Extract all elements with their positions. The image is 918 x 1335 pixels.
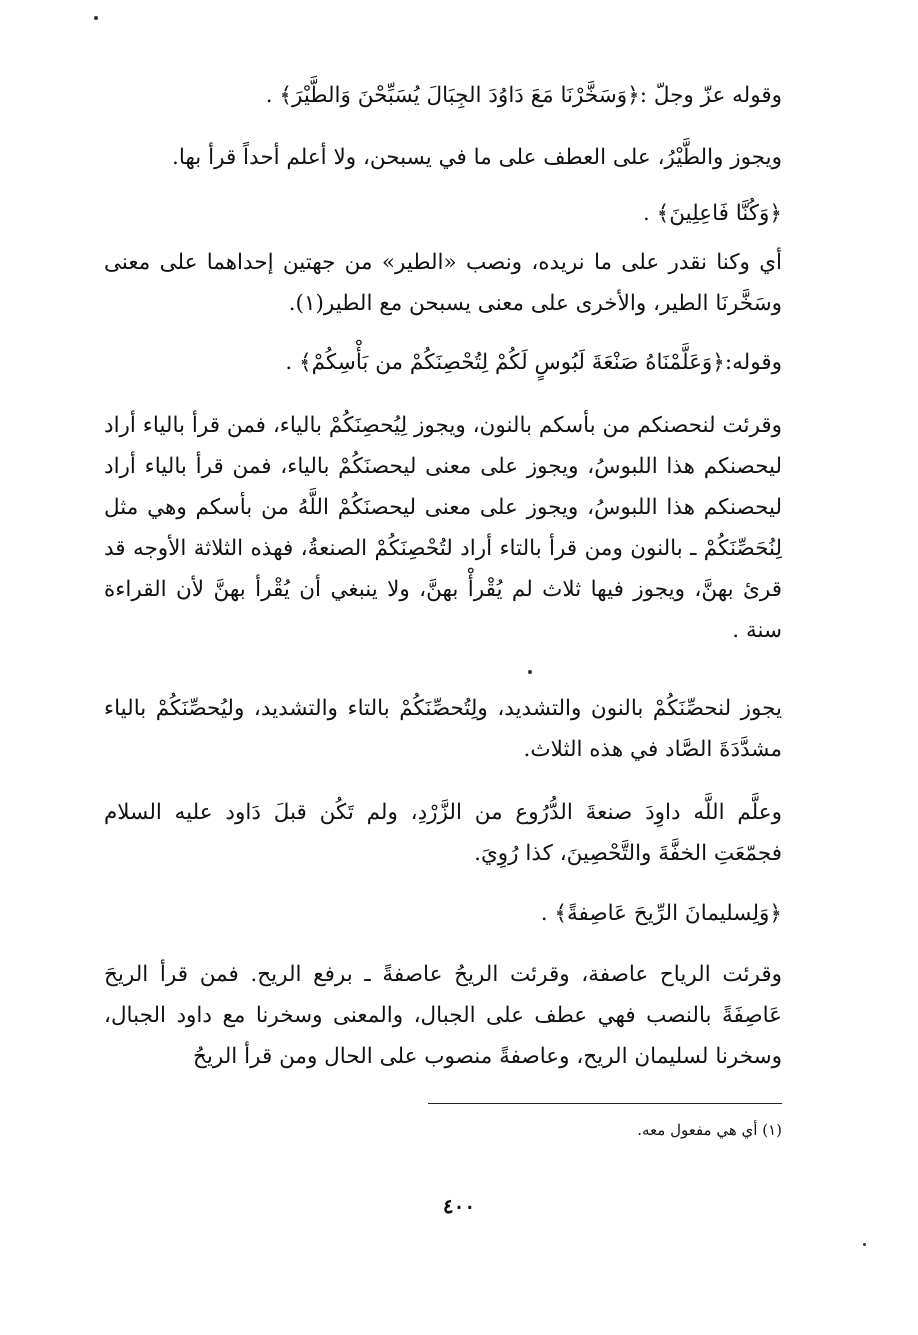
scan-speck — [528, 670, 532, 674]
paragraph-commentary-6: وقرئت الرياح عاصفة، وقرئت الريحُ عاصفةً ـ برفع الريح. فمن قرأ الريحَ عَاصِفَةً بالنصب فهي عطف على الجبال، والمعنى وسخرنا مع داود الجبال، وسخرنا لسليمان الريح، وعاصفةً منصوب على الحال ومن قرأ الريحُ — [104, 962, 782, 1069]
paragraph-commentary-3: وقرئت لنحصنكم من بأسكم بالنون، ويجوز لِيُحصِنَكُمْ بالياء، فمن قرأ بالياء أراد ليحصنكم هذا اللبوسُ، ويجوز على معنى ليحصنَكُمْ بالياء، فمن قرأ بالياء أراد ليحصنكم هذا اللبوسُ، ويجوز على معنى ليحصنَكُمْ اللَّهُ من بأسكم وهي مثل لِنُحَصِّنَكُمْ ـ بالنون ومن قرأ بالتاء أراد لتُحْصِنَكُمْ الصنعةُ، فهذه الثلاثة الأوجه قد قرئ بهنَّ، ويجوز فيها ثلاث لم يُقْرأْ بهنَّ، ولا ينبغي أن يُقْرأ بهنَّ لأن القراءة سنة . — [104, 413, 782, 643]
paragraph-commentary-4: يجوز لنحصِّنَكُمْ بالنون والتشديد، ولِتُحصِّنَكُمْ بالتاء والتشديد، وليُحصِّنَكُمْ بالياء مشدَّدَةَ الصَّاد في هذه الثلاث. — [104, 696, 782, 762]
paragraph-verse-4: ﴿وَلِسليمانَ الرِّيحَ عَاصِفةً﴾ . — [540, 901, 782, 926]
paragraph-commentary-2: أي وكنا نقدر على ما نريده، ونصب «الطير» من جهتين إحداهما على معنى وسَخَّرنَا الطير، والأخرى على معنى يسبحن مع الطير(١). — [104, 250, 782, 316]
paragraph-verse-2: ﴿وَكُنَّا فَاعِلِينَ﴾ . — [643, 201, 782, 226]
scan-speck — [863, 1243, 866, 1246]
paragraph-commentary-1: ويجوز والطَّيْرُ، على العطف على ما في يسبحن، ولا أعلم أحداً قرأ بها. — [172, 145, 782, 170]
footnote-divider — [428, 1103, 782, 1104]
scan-speck — [94, 16, 98, 20]
paragraph-verse-1: وقوله عزّ وجلّ :﴿وَسَخَّرْنَا مَعَ دَاوُدَ الجِبَالَ يُسَبِّحْنَ وَالطَّيْرَ﴾ . — [265, 83, 782, 108]
paragraph-commentary-5: وعلَّم اللَّه داوِدَ صنعةَ الدُّرُوع من الزَّرْدِ، ولم تَكُن قبلَ دَاود عليه السلام فجمّعَتِ الخفَّةَ والتَّحْصِينَ، كذا رُوِيَ. — [104, 800, 782, 866]
footnote: (١) أي هي مفعول معه. — [637, 1121, 782, 1139]
page-number: ٤٠٠ — [442, 1194, 476, 1218]
paragraph-verse-3: وقوله:﴿وَعَلَّمْنَاهُ صَنْعَةَ لَبُوسٍ لَكُمْ لِتُحْصِنَكُمْ من بَأْسِكُمْ﴾ . — [285, 350, 782, 375]
